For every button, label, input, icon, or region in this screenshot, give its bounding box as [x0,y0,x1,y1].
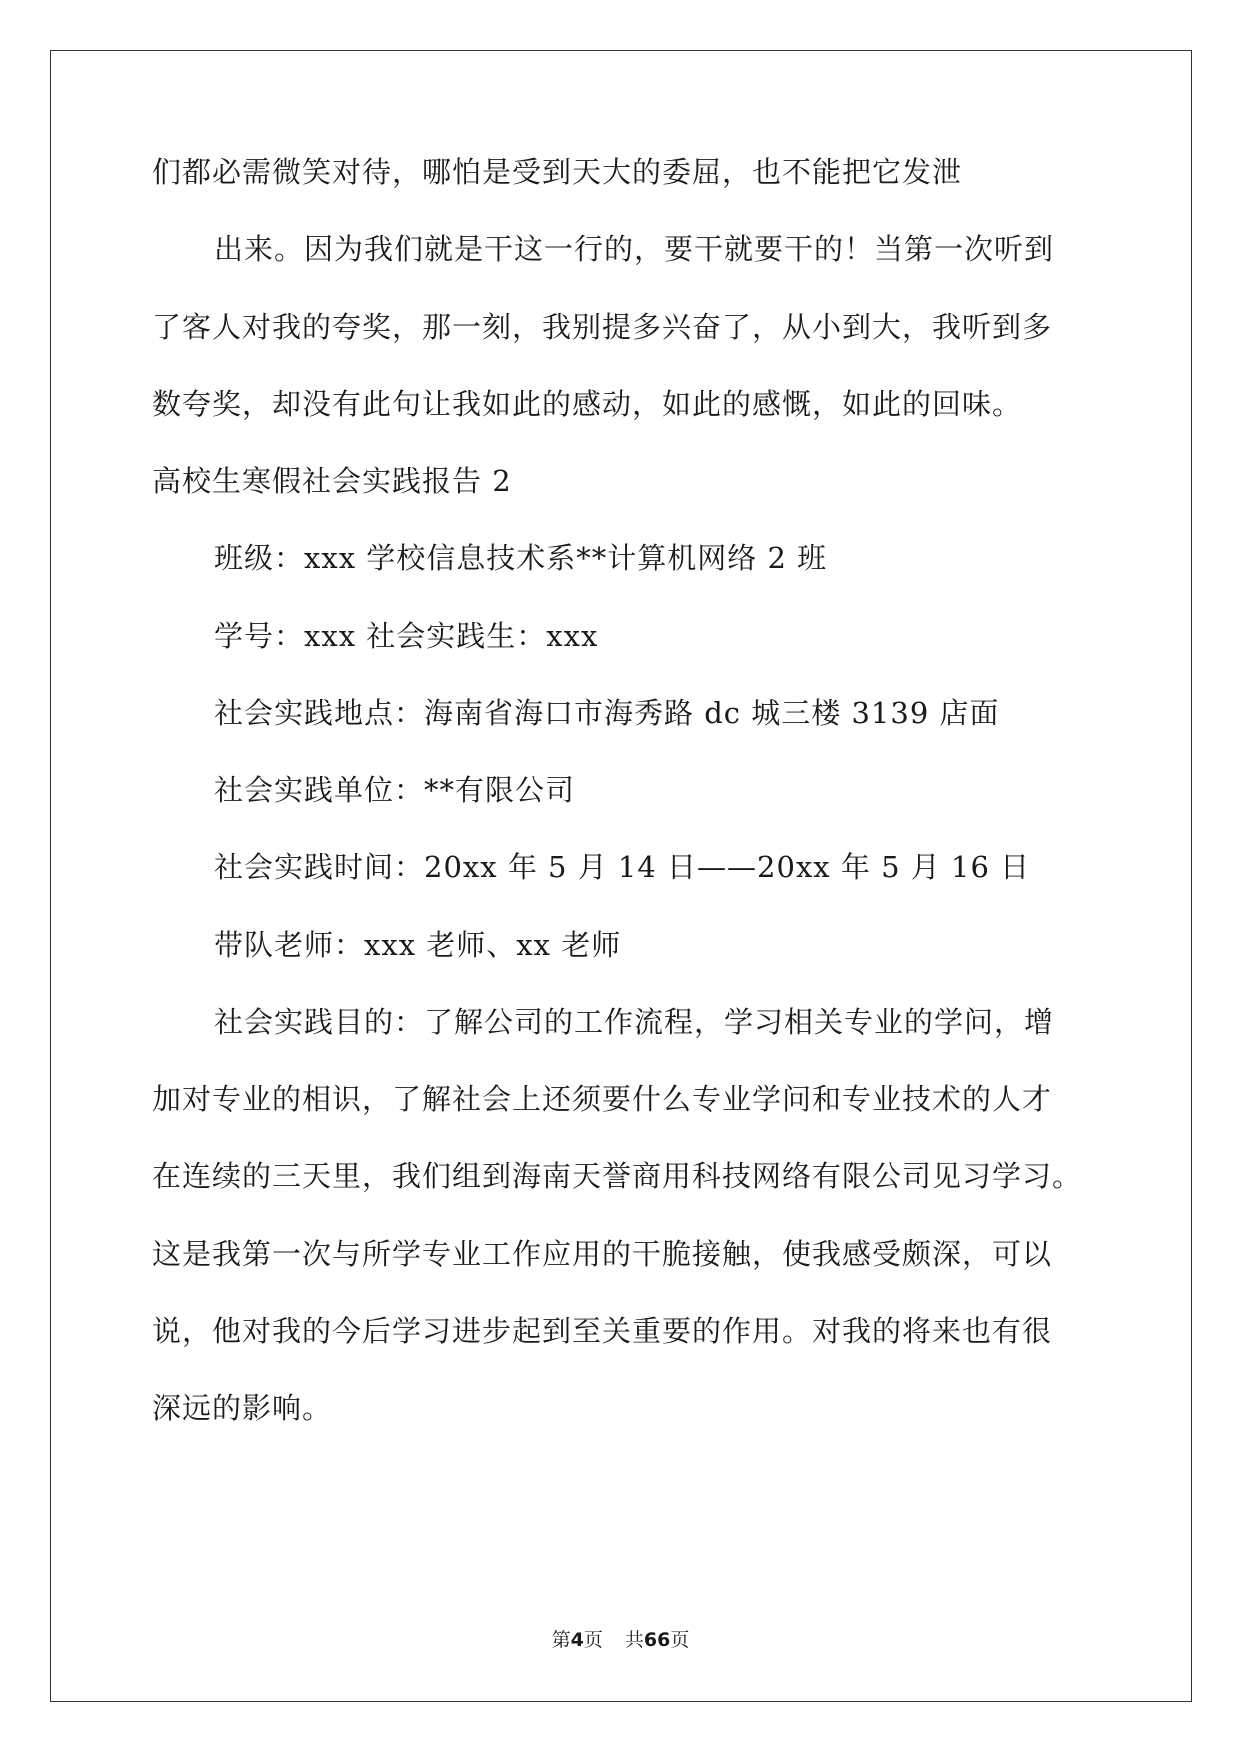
page-suffix: 页 [583,1629,603,1651]
body-line-1: 们都必需微笑对待，哪怕是受到天大的委屈，也不能把它发泄 [152,155,963,189]
body-line-3: 了客人对我的夸奖，那一刻，我别提多兴奋了，从小到大，我听到多 [152,310,1053,344]
body-line-4: 数夸奖，却没有此句让我如此的感动，如此的感慨，如此的回味。 [152,387,1023,421]
body-line-16: 说，他对我的今后学习进步起到至关重要的作用。对我的将来也有很 [152,1314,1053,1348]
practice-purpose: 社会实践目的：了解公司的工作流程，学习相关专业的学问，增 [214,1005,1055,1039]
practice-time: 社会实践时间：20xx 年 5 月 14 日——20xx 年 5 月 16 日 [214,850,1031,884]
page-number: 4 [570,1629,584,1651]
practice-location: 社会实践地点：海南省海口市海秀路 dc 城三楼 3139 店面 [214,696,1000,730]
total-prefix: 共 [624,1629,644,1651]
body-line-2: 出来。因为我们就是干这一行的，要干就要干的！当第一次听到 [214,232,1055,266]
lead-teacher: 带队老师：xxx 老师、xx 老师 [214,928,622,962]
body-line-17: 深远的影响。 [152,1391,333,1425]
body-line-13: 加对专业的相识，了解社会上还须要什么专业学问和专业技术的人才 [152,1082,1053,1116]
total-pages: 66 [643,1629,671,1651]
class-info: 班级：xxx 学校信息技术系**计算机网络 2 班 [214,541,828,575]
total-suffix: 页 [670,1629,690,1651]
body-line-15: 这是我第一次与所学专业工作应用的干脆接触，使我感受颇深，可以 [152,1237,1053,1271]
practice-unit: 社会实践单位：**有限公司 [214,773,576,807]
section-title: 高校生寒假社会实践报告 2 [152,464,512,498]
page-footer [0,1628,1241,1652]
page-prefix: 第 [551,1629,571,1651]
student-info: 学号：xxx 社会实践生：xxx [214,619,599,653]
body-line-14: 在连续的三天里，我们组到海南天誉商用科技网络有限公司见习学习。 [152,1159,1083,1193]
